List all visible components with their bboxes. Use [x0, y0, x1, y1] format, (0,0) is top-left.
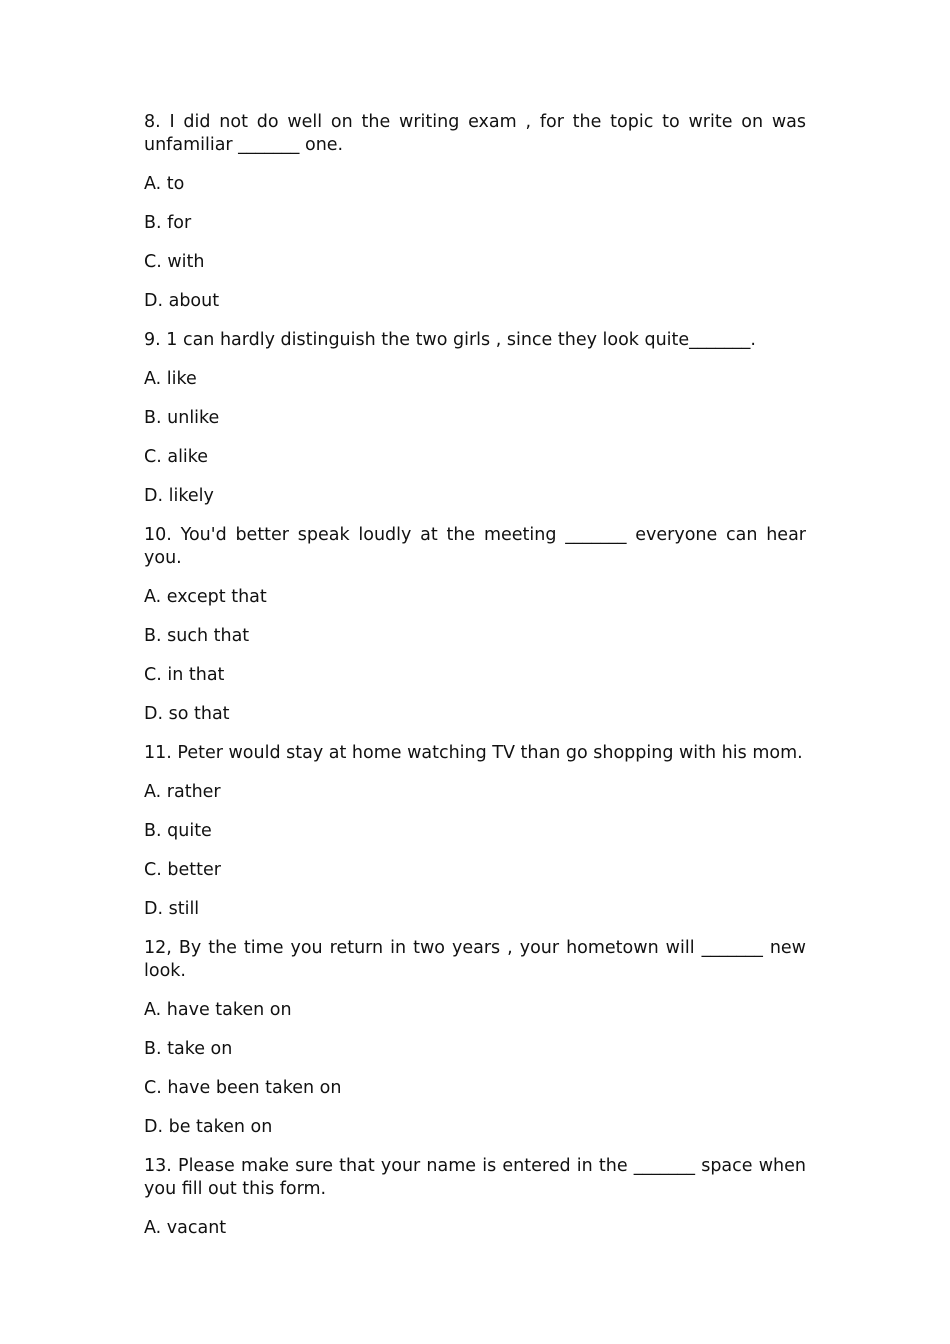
question-block — [144, 937, 806, 1139]
option-item: C. alike — [144, 447, 209, 467]
question-stem: 10. You'd better speak loudly at the meeting _______ everyone can hear you. — [144, 525, 806, 568]
option-item: A. vacant — [144, 1218, 227, 1238]
option-item: B. such that — [144, 626, 250, 646]
question-block — [144, 329, 806, 508]
question-stem: 12, By the time you return in two years , your hometown will _______ new look. — [144, 938, 806, 981]
option-item: A. except that — [144, 587, 267, 607]
option-item: B. unlike — [144, 408, 220, 428]
question-block — [144, 524, 806, 726]
option-item: C. better — [144, 860, 221, 880]
option-item: B. take on — [144, 1039, 233, 1059]
option-item: C. in that — [144, 665, 225, 685]
question-stem: 9. 1 can hardly distinguish the two girls , since they look quite_______. — [144, 330, 756, 350]
option-item: D. likely — [144, 486, 214, 506]
question-block — [144, 742, 806, 921]
option-item: A. like — [144, 369, 197, 389]
question-stem: 13. Please make sure that your name is entered in the _______ space when you fill out this form. — [144, 1156, 806, 1199]
document-page — [144, 111, 806, 1256]
option-item: C. have been taken on — [144, 1078, 342, 1098]
option-item: B. for — [144, 213, 192, 233]
option-item: D. be taken on — [144, 1117, 273, 1137]
option-item: D. so that — [144, 704, 230, 724]
option-item: C. with — [144, 252, 205, 272]
question-block — [144, 111, 806, 313]
option-item: B. quite — [144, 821, 212, 841]
option-item: A. rather — [144, 782, 221, 802]
question-block — [144, 1155, 806, 1240]
option-item: D. still — [144, 899, 200, 919]
question-stem: 11. Peter would stay at home watching TV than go shopping with his mom. — [144, 743, 803, 763]
option-item: A. have taken on — [144, 1000, 292, 1020]
option-item: D. about — [144, 291, 220, 311]
question-stem: 8. I did not do well on the writing exam , for the topic to write on was unfamiliar _______ one. — [144, 112, 806, 155]
option-item: A. to — [144, 174, 185, 194]
